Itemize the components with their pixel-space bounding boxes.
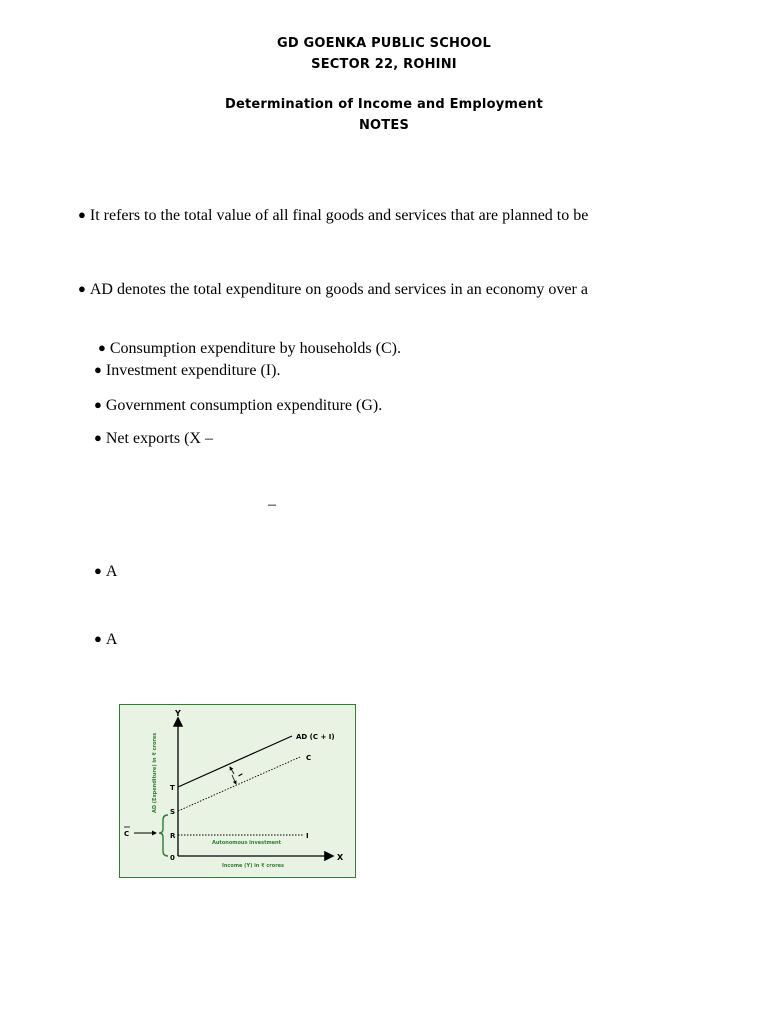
dash-fragment: – — [268, 496, 276, 513]
component-text: Investment expenditure (I). — [105, 362, 281, 379]
school-name: GD GOENKA PUBLIC SCHOOL — [276, 36, 492, 51]
point-r: R — [170, 832, 176, 840]
bullet: ● — [94, 631, 102, 646]
ad-line — [178, 736, 292, 787]
notes-label: NOTES — [358, 118, 410, 133]
bullet: ● — [78, 281, 86, 296]
component-investment — [94, 362, 280, 380]
school-address: SECTOR 22, ROHINI — [311, 57, 457, 72]
bullet: ● — [94, 563, 102, 578]
fragment-a-1 — [94, 563, 117, 581]
fragment-text: A — [105, 631, 118, 648]
gap-i-label: I — [236, 772, 244, 778]
point-s: S — [170, 808, 176, 816]
component-text: Government consumption expenditure (G). — [105, 397, 383, 414]
paragraph-2 — [78, 281, 588, 299]
component-net-exports — [94, 430, 213, 448]
i-line-label: I — [306, 832, 309, 840]
x-axis-letter: X — [337, 853, 344, 862]
bullet: ● — [78, 207, 86, 222]
ad-diagram-svg — [120, 705, 355, 877]
fragment-text: A — [105, 563, 118, 580]
autonomous-investment-label: Autonomous investment — [212, 840, 282, 846]
gap-arrow-up — [230, 767, 234, 774]
c-line — [178, 757, 300, 811]
bullet: ● — [98, 340, 106, 355]
gap-arrow-down — [232, 775, 236, 784]
point-t: T — [170, 784, 175, 792]
component-text: Consumption expenditure by households (C). — [109, 340, 401, 357]
bullet: ● — [94, 397, 102, 412]
aggregate-demand-diagram — [119, 704, 356, 878]
paragraph-2-text: AD denotes the total expenditure on goods and services in an economy over a — [89, 281, 588, 298]
paragraph-1 — [78, 207, 588, 225]
c-line-label: C — [306, 754, 312, 762]
y-axis-label: AD (Expenditure) in ₹ crores — [152, 732, 158, 813]
y-axis-letter: Y — [175, 709, 181, 718]
c-bar-label: C — [124, 830, 130, 838]
component-government — [94, 397, 382, 415]
x-axis-label: Income (Y) in ₹ crores — [222, 863, 285, 869]
brace — [159, 815, 168, 856]
paragraph-1-text: It refers to the total value of all final goods and services that are planned to be — [89, 207, 589, 224]
origin-label: 0 — [170, 854, 175, 862]
topic-title: Determination of Income and Employment — [224, 97, 544, 112]
ad-line-label: AD (C + I) — [296, 733, 335, 741]
bullet: ● — [94, 430, 102, 445]
component-consumption — [98, 340, 401, 358]
fragment-a-2 — [94, 631, 117, 649]
bullet: ● — [94, 362, 102, 377]
component-text: Net exports (X – — [105, 430, 213, 447]
